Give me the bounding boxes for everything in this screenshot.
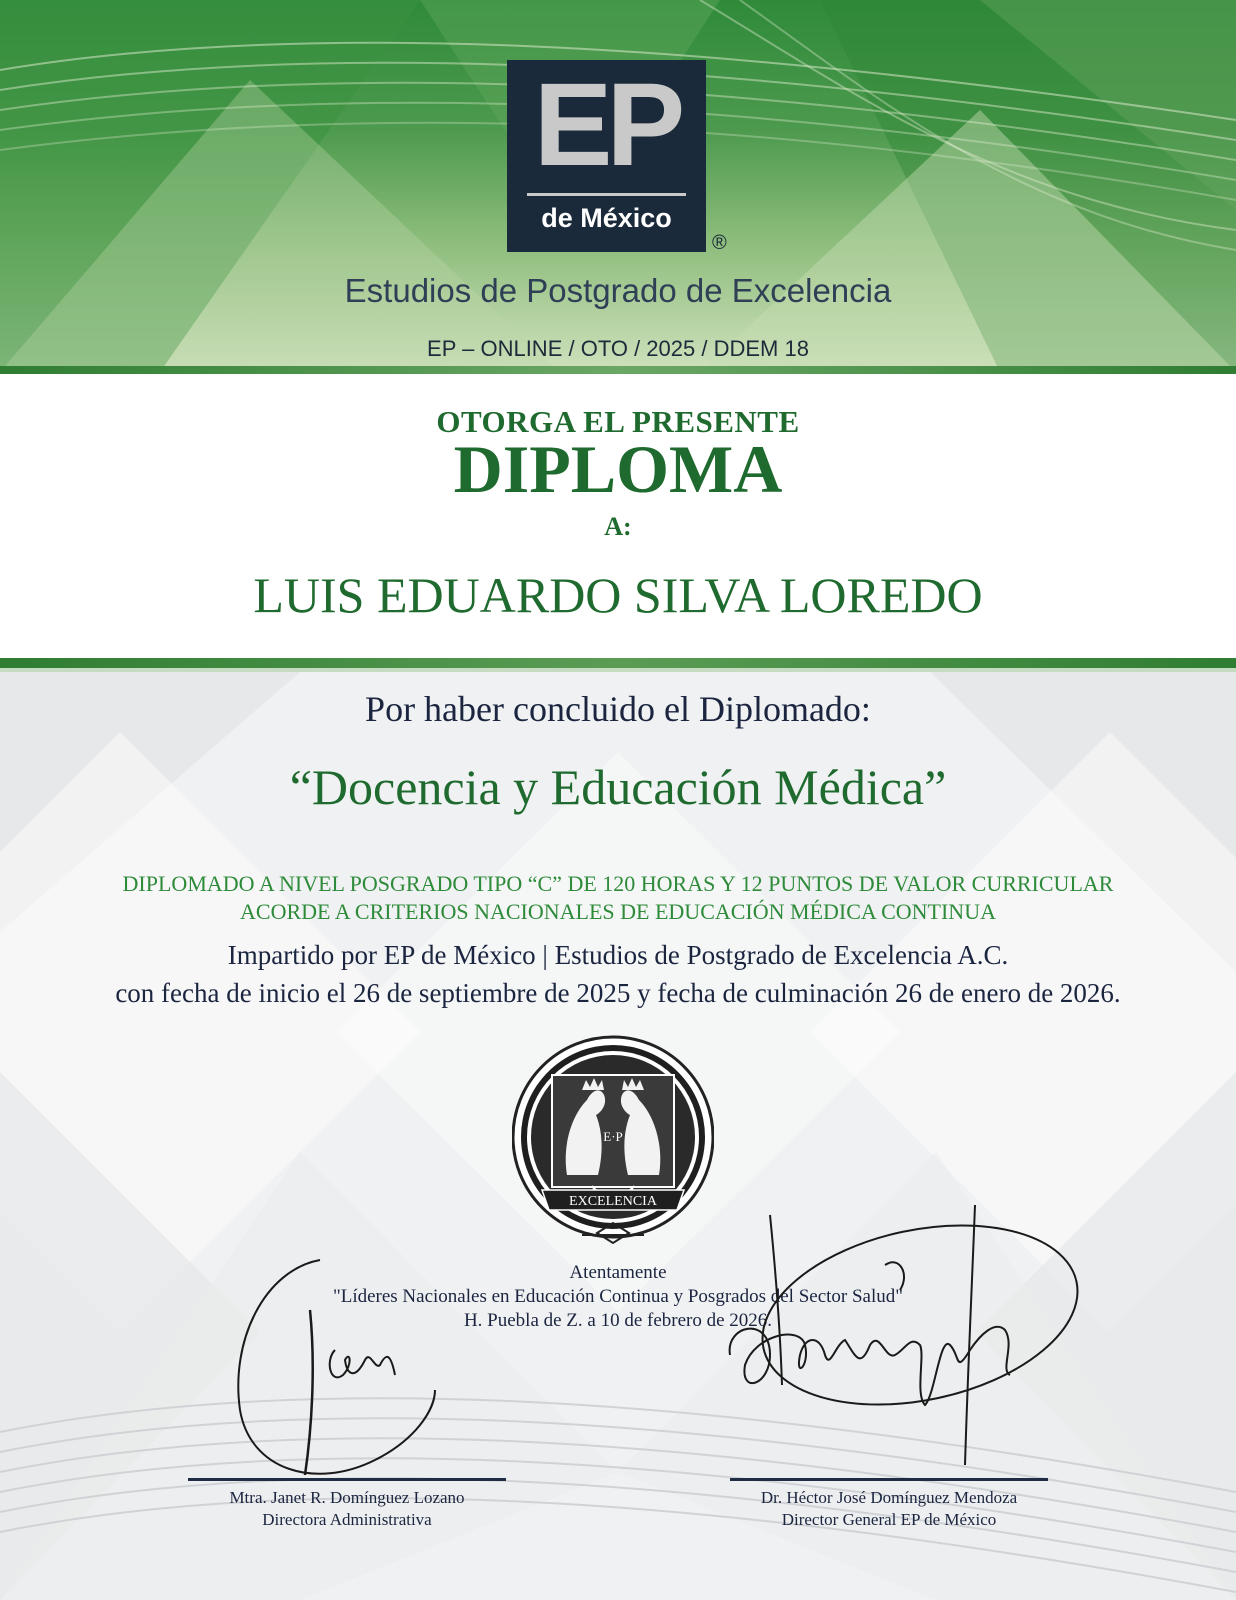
issuer-statement: Impartido por EP de México | Estudios de Postgrado de Excelencia A.C. xyxy=(227,940,1009,970)
course-description-line1: DIPLOMADO A NIVEL POSGRADO TIPO “C” DE 120 HORAS Y 12 PUNTOS DE VALOR CURRICULAR xyxy=(122,871,1114,896)
signature-line-right xyxy=(730,1478,1048,1481)
signer-role-right: Director General EP de México xyxy=(781,1510,997,1529)
logo-subtitle: de México xyxy=(541,203,672,233)
organization-name: Estudios de Postgrado de Excelencia xyxy=(344,272,892,309)
signature-right xyxy=(710,1205,1080,1475)
signature-left xyxy=(225,1250,465,1490)
course-description-line2: ACORDE A CRITERIOS NACIONALES DE EDUCACIÓN MÉDICA CONTINUA xyxy=(240,899,996,924)
header-bottom-stripe xyxy=(0,366,1236,374)
otorga-heading: OTORGA EL PRESENTE xyxy=(436,404,800,439)
logo-ep-text: EP xyxy=(533,59,680,191)
recipient-name: LUIS EDUARDO SILVA LOREDO xyxy=(253,567,983,623)
section-divider xyxy=(0,658,1236,668)
seal-banner-text: EXCELENCIA xyxy=(569,1194,657,1209)
ep-logo xyxy=(507,60,706,252)
course-title: “Docencia y Educación Médica” xyxy=(289,759,947,815)
signer-role-left: Directora Administrativa xyxy=(262,1510,432,1529)
signer-name-right: Dr. Héctor José Domínguez Mendoza xyxy=(760,1488,1018,1507)
dates-statement: con fecha de inicio el 26 de septiembre de 2025 y fecha de culminación 26 de enero de 2026. xyxy=(115,978,1121,1008)
signature-line-left xyxy=(188,1478,506,1481)
seal-initials: E·P xyxy=(603,1129,623,1144)
closing-place-date: H. Puebla de Z. a 10 de febrero de 2026. xyxy=(463,1310,773,1331)
header-band xyxy=(0,0,1236,372)
document-code: EP – ONLINE / OTO / 2025 / DDEM 18 xyxy=(427,336,809,361)
diploma-title: DIPLOMA xyxy=(453,431,783,507)
to-label: A: xyxy=(604,512,632,541)
closing-atentamente: Atentamente xyxy=(569,1262,667,1283)
excelencia-seal xyxy=(512,1035,714,1255)
closing-motto: "Líderes Nacionales en Educación Continua y Posgrados del Sector Salud" xyxy=(332,1286,904,1307)
logo-divider xyxy=(527,193,686,196)
signer-name-left: Mtra. Janet R. Domínguez Lozano xyxy=(229,1488,465,1507)
registered-mark: ® xyxy=(712,232,727,254)
completion-statement: Por haber concluido el Diplomado: xyxy=(365,689,871,729)
